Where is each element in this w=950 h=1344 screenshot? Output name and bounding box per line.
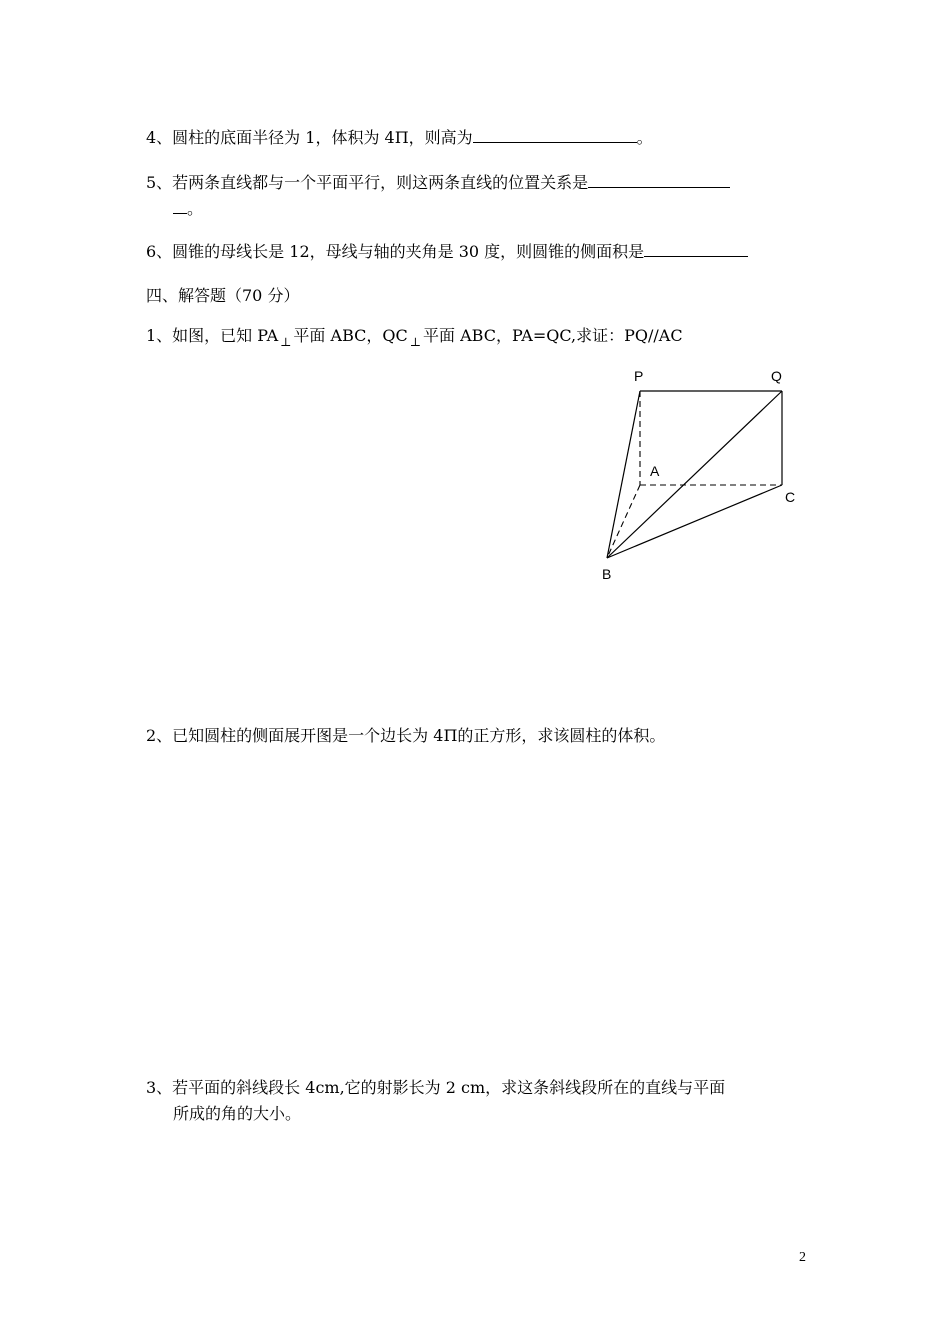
label-A: A	[650, 463, 660, 479]
label-C: C	[785, 489, 796, 505]
geometry-figure	[590, 362, 810, 587]
question-6	[146, 242, 748, 262]
section-heading: 四、解答题（70 分）	[146, 286, 300, 305]
edge-BC	[607, 485, 782, 558]
solve-question-1-mid: 平面 ABC，QC	[293, 326, 408, 345]
question-6-text: 6、圆锥的母线长是 12，母线与轴的夹角是 30 度，则圆锥的侧面积是	[146, 242, 645, 261]
question-5-continued	[173, 199, 203, 219]
answer-blank-5a	[588, 173, 730, 188]
label-P: P	[634, 368, 644, 384]
label-Q: Q	[771, 368, 782, 384]
question-5-text: 5、若两条直线都与一个平面平行，则这两条直线的位置关系是	[146, 173, 589, 192]
edge-PB	[607, 391, 640, 558]
solve-question-3-continued: 所成的角的大小。	[173, 1104, 302, 1123]
solve-question-3: 3、若平面的斜线段长 4cm,它的射影长为 2 cm，求这条斜线段所在的直线与平面	[146, 1078, 726, 1097]
answer-blank-5b	[173, 199, 187, 214]
solve-question-1-suffix: 平面 ABC，PA=QC,求证：PQ//AC	[423, 326, 683, 345]
page-number: 2	[799, 1250, 806, 1265]
question-4-text: 4、圆柱的底面半径为 1，体积为 4Π，则高为	[146, 128, 473, 147]
perpendicular-symbol: ⊥	[409, 335, 422, 349]
edge-AB	[607, 485, 640, 558]
question-5-tail: 。	[187, 199, 204, 218]
perpendicular-symbol: ⊥	[280, 335, 292, 349]
solve-question-2: 2、已知圆柱的侧面展开图是一个边长为 4Π的正方形，求该圆柱的体积。	[146, 726, 666, 745]
question-5	[146, 173, 730, 193]
label-B: B	[602, 566, 612, 582]
answer-blank-4	[473, 128, 637, 143]
solve-question-1	[146, 326, 683, 347]
edge-QB	[607, 391, 782, 558]
question-4	[146, 128, 653, 148]
solve-question-1-prefix: 1、如图，已知 PA	[146, 326, 279, 345]
question-4-tail: 。	[636, 128, 653, 147]
answer-blank-6	[644, 242, 748, 257]
